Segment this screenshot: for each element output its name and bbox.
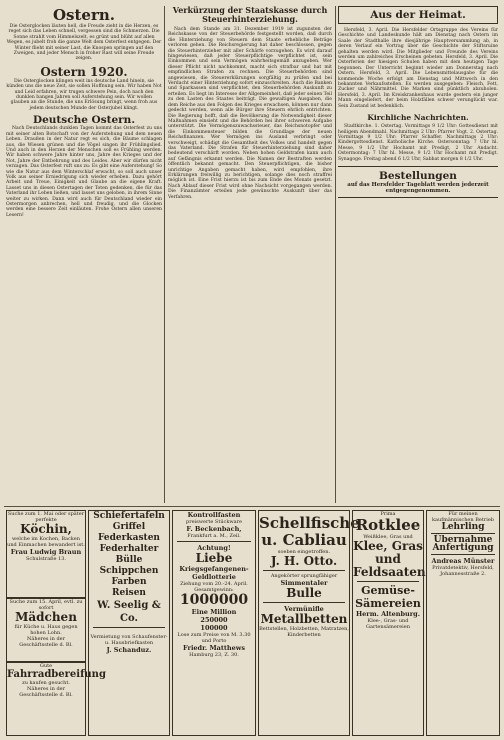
ad-item: Bülle <box>115 555 143 565</box>
ad-divider <box>357 581 419 582</box>
ad-headline: Lehrling <box>441 522 485 532</box>
ad-item: Schiefertafeln <box>93 511 165 521</box>
ad-item: Federkasten <box>98 533 160 543</box>
ad-schellfische <box>258 510 360 736</box>
ad-amount: 250000 <box>200 616 228 624</box>
ad-divider <box>93 627 165 628</box>
ad-divider <box>431 554 495 555</box>
poem2-title: Ostern 1920. <box>40 64 128 79</box>
ad-text: Suche zum 1. Mai oder später perfekte <box>7 511 85 523</box>
subscription-notice <box>338 166 498 198</box>
ad-text: Angekörter sprungfähiger <box>270 573 338 579</box>
poem2-text: Die Osterglocken klingen weit ins deutsche Land hinein, sie künden uns die neue Zeit, sie sollen Hoffnung sein. Wir haben Not und Leid erfahren, wir trugen schwere Pein, doch nach den dunklen bangen Jahren soll Auferstehung sein. Wir wollen glauben an die Stunde, die uns Erlösung bringt, wenn froh aus jedem deutschen Munde der Osterjubel klingt. <box>6 78 162 111</box>
church-news-header: Kirchliche Nachrichten. <box>367 113 469 123</box>
ad-address: Schulstraße 13. <box>25 556 67 562</box>
ad-reference: Näheres in der Geschäftsstelle d. Bl. <box>19 636 73 648</box>
ad-text: Gute <box>39 663 53 669</box>
ad-divider <box>431 533 495 534</box>
ad-text: Prima <box>380 511 396 517</box>
ad-text: Klee-, Gras- und Gartensämereien <box>366 618 410 630</box>
ad-amount: 100000 <box>200 624 228 632</box>
ad-advertiser: Friedr. Matthews <box>183 644 245 652</box>
ad-address: Hamburg 23, Z. 30. <box>189 652 239 658</box>
subscription-title: Bestellungen <box>379 169 457 182</box>
ad-headline: Schellfische u. Cabliau <box>259 514 360 549</box>
ad-text: Suche zum 15. April, evtl. zu sofort <box>9 599 83 611</box>
ad-address: Frankfurt a. M., Zeil. <box>187 533 241 539</box>
ad-headline: Liebe <box>195 551 233 565</box>
ad-text: für Küche u. Haus gegen hohen Lohn. <box>14 624 78 636</box>
column-left <box>6 6 162 503</box>
ad-headline: Köchin, <box>20 522 72 536</box>
ad-text: Vermünifle <box>284 605 324 613</box>
ad-headline: Klee, Gras und Feldsaaten <box>353 539 426 579</box>
ad-headline: Fahrradbereifung <box>7 669 106 680</box>
ad-address: Privatdetektiv, Hersfeld, Johannesstraße 2. <box>432 565 494 577</box>
ad-advertiser: Frau Ludwig Braun <box>10 548 82 556</box>
ad-text: Ziehung vom 20.-24. April. <box>180 581 248 587</box>
column-right <box>338 6 498 503</box>
ad-headline: Rotklee <box>355 516 421 534</box>
ad-headline: Metallbetten <box>260 612 348 626</box>
article-text: Nach Deutschlands dunklen Tagen kommt das Osterfest zu uns mit seiner alten Botschaft von der Auferstehung und dem neuen Leben. Draußen in der Natur regt es sich, die Bäume schlagen aus, die Wiesen grünen und die Vögel singen ihr Frühlingslied. Und auch in den Herzen der Menschen soll es Frühling werden. Wir haben schwere Jahre hinter uns, Jahre des Krieges und der Not, Jahre der Entbehrung und des Leides. Aber wir dürfen nicht verzagen. Das Osterfest ruft uns zu: Es gibt eine Auferstehung! So wie die Natur aus dem Winterschlaf erwacht, so soll auch unser Volk aus seiner Erniedrigung sich wieder erheben. Dazu gehört Arbeit und Treue, Einigkeit und Glaube an die eigene Kraft. Lasset uns in diesen Ostertagen der Toten gedenken, die für das Vaterland ihr Leben ließen, und lasset uns geloben, in ihrem Sinne weiter zu wirken. Dann wird auch für Deutschland wieder ein Ostermorgen anbrechen, hell und freudig, und die Glocken werden eine bessere Zeit einläuten. Frohe Ostern allen unseren Lesern! <box>6 126 162 218</box>
ad-advertiser: W. Seelig & Co. <box>97 600 161 624</box>
ad-text: welche im Kochen, Backen und Einmachen bewandert ist. <box>7 536 85 548</box>
article-title: Verkürzung der Staatskasse durch Steuerhinterziehung. <box>172 5 328 24</box>
ad-item: Griffel <box>112 522 146 532</box>
ad-advertiser: J. H. Otto. <box>270 554 338 568</box>
church-news-text: Stadtkirche. 1. Ostertag. Vormittags 9 1/2 Uhr: Gottesdienst mit heiligem Abendmahl. Nachmittags 2 Uhr: Pfarrer Vogt. 2. Ostertag. Vormittags 9 1/2 Uhr: Pfarrer Schaffer. Nachmittags 2 Uhr: Kindergottesdienst. Katholische Kirche. Ostersonntag: 7 Uhr hl. Messe, 9 1/2 Uhr Hochamt mit Predigt, 2 Uhr Andacht. Ostermontag: 7 Uhr hl. Messe, 9 1/2 Uhr Hochamt mit Predigt. Synagoge. Freitag abend 6 1/2 Uhr, Sabbat morgen 8 1/2 Uhr. <box>338 124 498 162</box>
column-divider <box>335 6 336 503</box>
ad-text: preiswerte Stückware <box>186 519 242 525</box>
ad-headline: Bulle <box>286 586 322 600</box>
column-middle <box>168 6 332 503</box>
ad-text: Gesamtgewinn: <box>194 587 234 593</box>
ad-text: Bettstellen, Holzbetten, Matratzen, Kinderbetten <box>259 626 349 638</box>
ad-fahrrad <box>6 662 106 736</box>
ad-advertiser: Andreas Münster <box>431 557 495 565</box>
article-title: Deutsche Ostern. <box>33 114 135 127</box>
article-text: Nach dem Stande am 31. Dezember 1919 ist zugunsten der Reichskasse von der Steuerbehörde festgestellt worden, daß durch die Hinterziehung von Steuern dem Staate erhebliche Beträge verloren gehen. Die Reichsregierung hat daher beschlossen, gegen die Steuerhinterzieher mit aller Schärfe vorzugehen. Es wird darauf hingewiesen, daß jeder Steuerpflichtige verpflichtet ist, sein Einkommen und sein Vermögen wahrheitsgemäß anzugeben. Wer dieser Pflicht nicht nachkommt, macht sich strafbar und hat mit empfindlichen Strafen zu rechnen. Die Steuerbehörden sind angewiesen, die Steuererklärungen sorgfältig zu prüfen und bei Verdacht einer Hinterziehung sofort einzuschreiten. Auch die Banken und Sparkassen sind verpflichtet, den Steuerbehörden Auskunft zu erteilen. Es liegt im Interesse der Allgemeinheit, daß jeder seinen Teil zu den Lasten des Staates beiträgt. Die gewaltigen Ausgaben, die dem Reiche aus den Folgen des Krieges erwachsen, können nur dann gedeckt werden, wenn alle Bürger ihre Steuern ehrlich entrichten. Die Regierung hofft, daß die Bevölkerung die Notwendigkeit dieser Maßnahmen einsieht und die Behörden bei ihrer schweren Aufgabe unterstützt. Die Vermögenszuwachssteuer, das Reichsnotopfer und die Einkommensteuer bilden die Grundlage der neuen Reichsfinanzen. Wer Vermögen ins Ausland verbringt oder verschweigt, schädigt die Gesamtheit des Volkes und handelt gegen das Vaterland. Die Strafen für Steuerhinterziehung sind daher bedeutend verschärft worden. Neben hohen Geldstrafen kann auch auf Gefängnis erkannt werden. Die Namen der Bestraften werden öffentlich bekannt gemacht. Den Steuerpflichtigen, die bisher unrichtige Angaben gemacht haben, wird empfohlen, ihre Erklärungen freiwillig zu berichtigen, solange dies noch straffrei möglich ist. Eine Frist hierzu ist bis zum Ende des Monats gesetzt. Nach Ablauf dieser Frist wird ohne Nachsicht vorgegangen werden. Die Finanzämter erteilen jede gewünschte Auskunft über das Verfahren. <box>168 27 332 200</box>
subscription-text: auf das Hersfelder Tageblatt werden jederzeit entgegengenommen. <box>347 181 489 194</box>
ad-maedchen <box>6 598 86 662</box>
ad-amount: 1000000 <box>179 592 249 608</box>
ad-lotterie <box>172 510 256 736</box>
ad-advertiser: J. Schanduz. <box>106 646 152 654</box>
ad-text: Eine Million <box>191 608 237 616</box>
ad-headline: Anfertigung <box>432 543 494 553</box>
ad-text: zu kaufen gesucht. <box>22 680 70 686</box>
ad-headline: Gemüse-Sämereien <box>355 584 421 610</box>
ad-advertiser: Herm. Altenburg. <box>356 610 420 618</box>
local-news-text: Hersfeld, 3. April. Die Hersfelder Ortsgruppe des Vereins für Geschichte und Landeskunde hält am Dienstag nach Ostern im Saale der Stadthalle ihre diesjährige Hauptversammlung ab, in deren Verlauf ein Vortrag über die Geschichte der Stiftsruine gehalten werden wird. Die Mitglieder und Freunde des Vereins werden um zahlreiches Erscheinen gebeten. Hersfeld, 3. April. Die Osterferien der hiesigen Schulen haben mit dem heutigen Tage begonnen. Der Unterricht beginnt wieder am Donnerstag nach Ostern. Hersfeld, 3. April. Die Lebensmittelausgabe für die kommende Woche erfolgt am Dienstag und Mittwoch in den bekannten Verkaufsstellen. Es werden ausgegeben: Fleisch, Fett, Zucker und Nährmittel. Die Marken sind pünktlich abzuholen. Hersfeld, 3. April. Im Kreiskrankenhaus wurde gestern ein junger Mann eingeliefert, der beim Holzfällen schwer verunglückt war. Sein Zustand ist bedenklich. <box>338 28 498 109</box>
ad-rotklee <box>352 510 424 736</box>
ad-muenster <box>426 510 500 736</box>
section-header: Aus der Heimat. <box>338 6 498 24</box>
poem-title: Ostern. <box>52 6 115 24</box>
poem-text: Die Osterglocken läuten hell, die Freude zieht in die Herzen, es reget sich das Leben schnell, vergessen sind die Schmerzen. Die Sonne strahlt vom Himmelszelt, es grünt und blüht auf allen Wegen, es jubelt froh die ganze Welt dem Osterfest entgegen. Der Winter flieht mit seiner Last, die Knospen springen auf den Zweigen, und jeder Mensch in froher Rast will seine Freude zeigen. <box>6 24 162 62</box>
ad-headline: Kontrollfasten <box>187 511 241 519</box>
ad-text: Vermietung von Schaufenster- u. Hausbriefkasten <box>90 634 168 646</box>
ad-text: Achtung! <box>197 544 231 552</box>
ad-text: Weißklee, Gras und <box>363 534 413 540</box>
ad-divider <box>177 541 251 542</box>
ad-item: Federhalter <box>99 544 159 554</box>
ad-item: Farben <box>111 577 147 587</box>
ad-item: Reisen <box>112 588 146 598</box>
ad-text: Für meinen kaufmännischen Betrieb <box>432 511 494 523</box>
ad-text: Simmentaler <box>280 579 328 587</box>
ad-koechin <box>6 510 86 598</box>
ad-text: soeben eingetroffen. <box>277 549 331 555</box>
ad-headline: Mädchen <box>15 610 77 624</box>
ad-item: Schippchen <box>99 566 159 576</box>
ad-headline: Kriegsgefangenen- Geldlotterie <box>179 565 249 581</box>
ad-divider <box>263 602 345 603</box>
column-divider <box>164 6 165 503</box>
ad-seelig <box>88 510 170 736</box>
ad-divider <box>263 570 345 571</box>
horizontal-divider <box>4 506 500 507</box>
ad-text: Lose zum Preise von M. 3.30 und Porto <box>177 632 251 644</box>
ad-reference: Näheres in der Geschäftsstelle d. Bl. <box>19 686 73 698</box>
ad-headline: Übernahme <box>433 535 493 545</box>
ad-advertiser: F. Beckenbach, <box>186 525 242 533</box>
